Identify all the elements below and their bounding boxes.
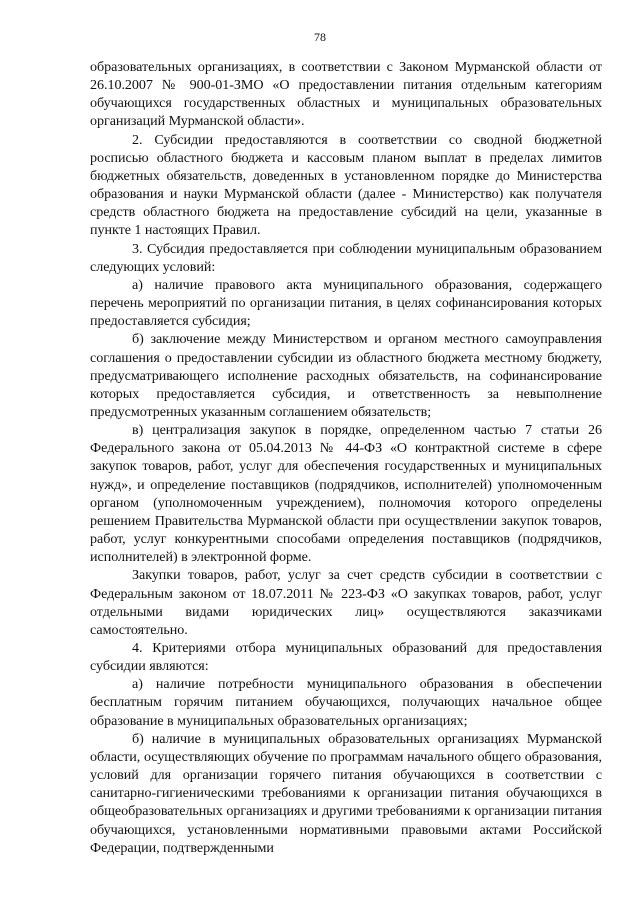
page-number: 78 xyxy=(314,30,326,44)
paragraph-item-4b: б) наличие в муниципальных образовательных организациях Мурманской области, осуществляющих обучение по программам начального общего образования, условий для организации горячего питания обучающихся в соответствии с санитарно-гигиеническими требованиями к организации питания обучающихся в общеобразовательных организациях и другими требованиями к организации питания обучающихся, установленными нормативными правовыми актами Российской Федерации, подтвержденными xyxy=(90,730,602,856)
document-body xyxy=(90,58,602,857)
paragraph-item-4: 4. Критериями отбора муниципальных образований для предоставления субсидии являются: xyxy=(90,640,602,675)
paragraph-item-3b: б) заключение между Министерством и органом местного самоуправления соглашения о предоставлении субсидии из областного бюджета местному бюджету, предусматривающего исполнение расходных обязательств, на софинансирование которых предоставляется субсидия, и ответственность за невыполнение предусмотренных указанным соглашением обязательств; xyxy=(90,331,602,420)
paragraph-item-3v: в) централизация закупок в порядке, определенном частью 7 статьи 26 Федерального закона от 05.04.2013 № 44-ФЗ «О контрактной системе в сфере закупок товаров, работ, услуг для обеспечения государственных и муниципальных нужд», и определение поставщиков (подрядчиков, исполнителей) уполномоченным органом (уполномоченным учреждением), полномочия которого определены решением Правительства Мурманской области при осуществлении закупок товаров, работ, услуг конкурентными способами определения поставщиков (подрядчиков, исполнителей) в электронной форме. xyxy=(90,422,602,566)
paragraph-continuation: образовательных организациях, в соответствии с Законом Мурманской области от 26.10.2007 № 900-01-ЗМО «О предоставлении питания отдельным категориям обучающихся государственных областных и муниципальных образовательных организаций Мурманской области». xyxy=(90,59,602,130)
paragraph-item-3: 3. Субсидия предоставляется при соблюдении муниципальным образованием следующих условий: xyxy=(90,240,602,275)
paragraph-item-4a: а) наличие потребности муниципального образования в обеспечении бесплатным горячим питанием обучающихся, получающих начальное общее образование в муниципальных образовательных организациях; xyxy=(90,676,602,729)
paragraph-item-3a: а) наличие правового акта муниципального образования, содержащего перечень мероприятий по организации питания, в целях софинансирования которых предоставляется субсидия; xyxy=(90,276,602,330)
paragraph-item-2: 2. Субсидии предоставляются в соответствии со сводной бюджетной росписью областного бюджета и кассовым планом выплат в пределах лимитов бюджетных обязательств, доведенных в установленном порядке до Министерства образования и науки Мурманской области (далее - Министерство) как получателя средств областного бюджета на предоставление субсидий на цели, указанные в пункте 1 настоящих Правил. xyxy=(90,131,602,239)
paragraph-procurement: Закупки товаров, работ, услуг за счет средств субсидии в соответствии с Федеральным законом от 18.07.2011 № 223-ФЗ «О закупках товаров, работ, услуг отдельными видами юридических лиц» осуществляются заказчиками самостоятельно. xyxy=(90,567,602,638)
